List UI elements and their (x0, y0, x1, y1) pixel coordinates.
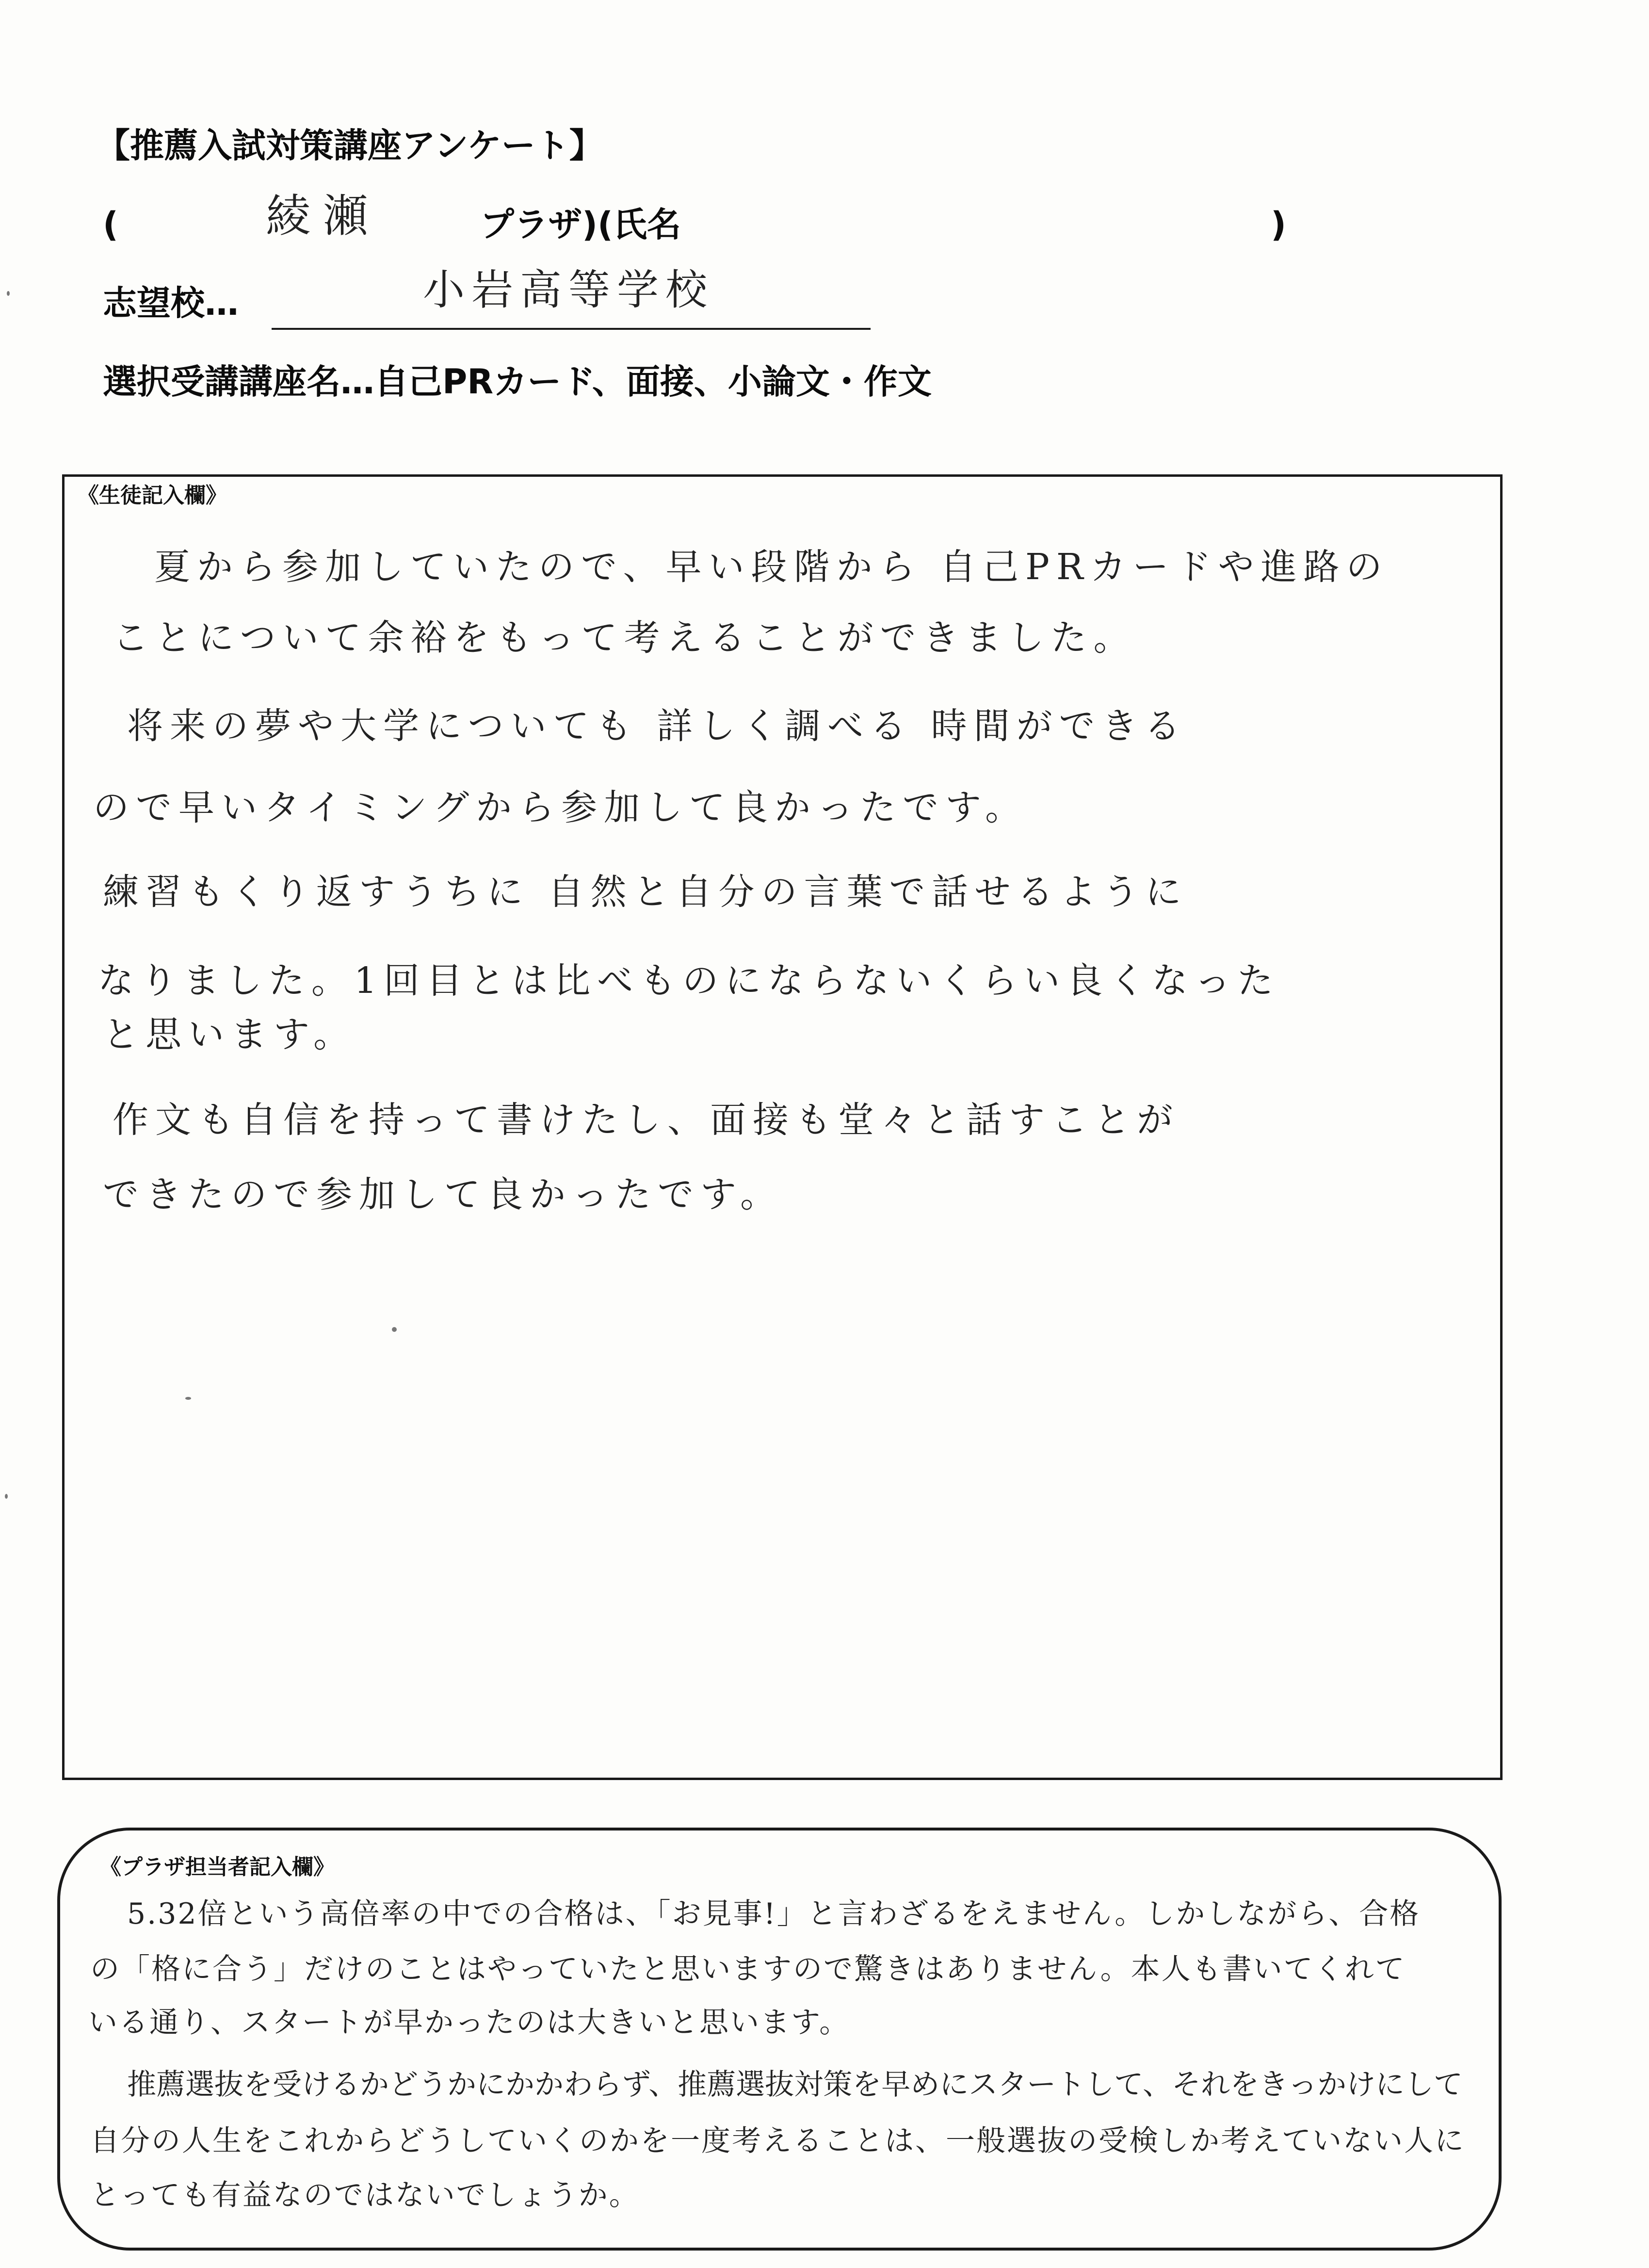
plaza-name: 綾瀬 (266, 190, 381, 242)
staff-line: 推薦選抜を受けるかどうかにかかわらず、推薦選抜対策を早めにスタートして、それをきっかけにして (127, 2068, 1463, 2102)
student-line: なりました。1回目とは比べものにならないくらい良くなった (98, 960, 1280, 1002)
scan-speck (5, 1494, 8, 1499)
target-school-label: 志望校… (103, 283, 239, 323)
student-section-label: 《生徒記入欄》 (78, 483, 227, 508)
staff-line: の「格に合う」だけのことはやっていたと思いますので驚きはありません。本人も書いてくれて (90, 1952, 1406, 1986)
staff-line: 自分の人生をこれからどうしていくのかを一度考えることは、一般選抜の受検しか考えていない人に (90, 2124, 1465, 2158)
staff-line: 5.32倍という高倍率の中での合格は、「お見事!」と言わざるをえません。しかしながら、合格 (127, 1897, 1421, 1931)
target-school-underline (272, 328, 871, 330)
student-line: ことについて余裕をもって考えることができました。 (113, 617, 1136, 659)
target-school-value: 小岩高等学校 (423, 266, 714, 314)
student-line: 作文も自信を持って書けたし、面接も堂々と話すことが (113, 1099, 1180, 1141)
student-line: 練習もくり返すうちに 自然と自分の言葉で話せるように (103, 871, 1188, 913)
scan-speck (185, 1397, 191, 1400)
student-line: と思います。 (103, 1014, 356, 1055)
courses-label: 選択受講講座名…自己PRカード、面接、小論文・作文 (103, 362, 932, 402)
close-paren: ) (1271, 205, 1286, 244)
student-line: ので早いタイミングから参加して良かったです。 (93, 787, 1028, 828)
scan-speck (392, 1327, 397, 1332)
staff-section-label: 《プラザ担当者記入欄》 (100, 1855, 335, 1879)
staff-line: とっても有益なのではないでしょうか。 (90, 2178, 640, 2212)
student-line: 将来の夢や大学についても 詳しく調べる 時間ができる (127, 705, 1187, 747)
open-paren: ( (103, 205, 118, 244)
staff-line: いる通り、スタートが早かったのは大きいと思います。 (88, 2006, 850, 2040)
student-line: できたので参加して良かったです。 (103, 1174, 783, 1215)
student-line: 夏から参加していたので、早い段階から 自己PRカードや進路の (154, 546, 1389, 588)
plaza-label: プラザ)(氏名 (480, 205, 681, 244)
survey-title: 【推薦入試対策講座アンケート】 (96, 126, 603, 165)
scan-speck (7, 291, 10, 296)
